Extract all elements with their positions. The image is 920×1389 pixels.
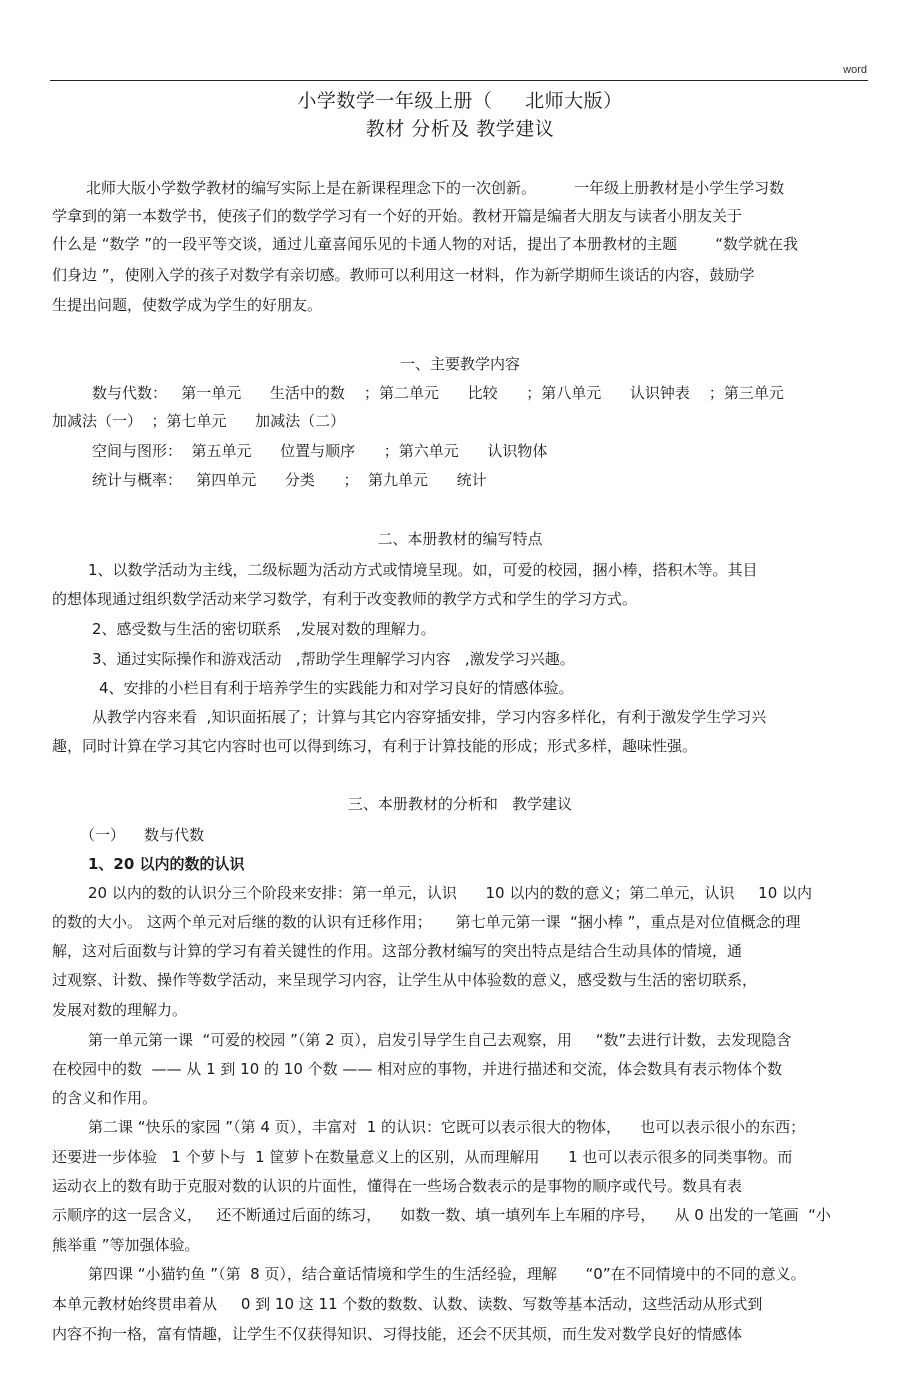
intro-line: 北师大版小学数学教材的编写实际上是在新课程理念下的一次创新。 一年级上册教材是小学生学习数 (86, 179, 785, 197)
section2-line: 4、安排的小栏目有利于培养学生的实践能力和对学习良好的情感体验。 (99, 679, 574, 697)
section1-line: 数与代数： 第一单元 生活中的数 ；第二单元 比较 ；第八单元 认识钟表 ；第三单元 (92, 384, 784, 402)
intro-line: 生提出问题，使数学成为学生的好朋友。 (52, 296, 323, 314)
subsection-heading: （一） 数与代数 (80, 826, 205, 844)
section3-line: 20 以内的数的认识分三个阶段来安排：第一单元，认识 10 以内的数的意义；第二单元，认识 10 以内 (88, 884, 813, 902)
section3-line: 第四课 “小猫钓鱼 ”（第 8 页），结合童话情境和学生的生活经验，理解 “0”在不同情境中的不同的意义。 (88, 1265, 806, 1283)
section2-line: 1、以数学活动为主线，二级标题为活动方式或情境呈现。如，可爱的校园，捆小棒，搭积木等。其目 (88, 561, 758, 579)
intro-line: 们身边 ”，使刚入学的孩子对数学有亲切感。教师可以利用这一材料，作为新学期师生谈话的内容，鼓励学 (52, 266, 755, 284)
section2-line: 的想体现通过组织数学活动来学习数学，有利于改变教师的教学方式和学生的学习方式。 (52, 590, 638, 608)
section3-line: 的数的大小。 这两个单元对后继的数的认识有迁移作用； 第七单元第一课 “捆小棒 ”，重点是对位值概念的理 (52, 913, 801, 931)
section1-line: 加减法（一） ；第七单元 加减法（二） (52, 412, 346, 430)
section2-line: 3、通过实际操作和游戏活动 ,帮助学生理解学习内容 ,激发学习兴趣。 (92, 650, 575, 668)
section3-line: 内容不拘一格，富有情趣，让学生不仅获得知识、习得技能，还会不厌其烦，而生发对数学良好的情感体 (52, 1325, 743, 1343)
section1-line: 空间与图形： 第五单元 位置与顺序 ；第六单元 认识物体 (92, 442, 548, 460)
section3-line: 第一单元第一课 “可爱的校园 ”（第 2 页），启发引导学生自己去观察，用 “数”去进行计数，去发现隐含 (88, 1031, 792, 1049)
subsection-title: 1、20 以内的数的认识 (88, 855, 245, 873)
section3-line: 本单元教材始终贯串着从 0 到 10 这 11 个数的数数、认数、读数、写数等基本活动，这些活动从形式到 (52, 1295, 763, 1313)
header-rule (50, 80, 868, 81)
section3-line: 还要进一步体验 1 个萝卜与 1 筐萝卜在数量意义上的区别，从而理解用 1 也可以表示很多的同类事物。而 (52, 1148, 793, 1166)
section3-line: 第二课 “快乐的家园 ”（第 4 页），丰富对 1 的认识：它既可以表示很大的物体， 也可以表示很小的东西； (88, 1118, 806, 1136)
section-heading-2: 二、本册教材的编写特点 (377, 530, 543, 548)
section3-line: 熊举重 ”等加强体验。 (52, 1236, 200, 1254)
intro-line: 什么是 “数学 ”的一段平等交谈，通过儿童喜闻乐见的卡通人物的对话，提出了本册教材的主题 “数学就在我 (52, 235, 798, 253)
section2-line: 从教学内容来看 ,知识面拓展了；计算与其它内容穿插安排，学习内容多样化，有利于激发学生学习兴 (92, 708, 767, 726)
section3-line: 在校园中的数 —— 从 1 到 10 的 10 个数 —— 相对应的事物，并进行描述和交流，体会数具有表示物体个数 (52, 1060, 783, 1078)
section2-line: 2、感受数与生活的密切联系 ,发展对数的理解力。 (92, 620, 436, 638)
section3-line: 的含义和作用。 (52, 1089, 158, 1107)
section3-line: 解，这对后面数与计算的学习有着关键性的作用。这部分教材编写的突出特点是结合生动具体的情境，通 (52, 942, 743, 960)
section3-line: 运动衣上的数有助于克服对数的认识的片面性，懂得在一些场合数表示的是事物的顺序或代号。数具有表 (52, 1177, 743, 1195)
doc-title-line1: 小学数学一年级上册（ 北师大版） (297, 90, 623, 112)
header-label: word (843, 64, 867, 76)
section2-line: 趣，同时计算在学习其它内容时也可以得到练习，有利于计算技能的形成；形式多样，趣味性强。 (52, 737, 698, 755)
section1-line: 统计与概率： 第四单元 分类 ； 第九单元 统计 (92, 471, 487, 489)
section3-line: 过观察、计数、操作等数学活动，来呈现学习内容，让学生从中体验数的意义，感受数与生活的密切联系， (52, 971, 758, 989)
intro-line: 学拿到的第一本数学书，使孩子们的数学学习有一个好的开始。教材开篇是编者大朋友与读者小朋友关于 (52, 207, 743, 225)
section3-line: 示顺序的这一层含义， 还不断通过后面的练习， 如数一数、填一填列车上车厢的序号， 从 0 出发的一笔画 “小 (52, 1206, 831, 1224)
section3-line: 发展对数的理解力。 (52, 1001, 188, 1019)
section-heading-3: 三、本册教材的分析和 教学建议 (347, 795, 573, 813)
doc-title-line2: 教材 分析及 教学建议 (365, 118, 555, 140)
section-heading-1: 一、主要教学内容 (399, 355, 520, 373)
